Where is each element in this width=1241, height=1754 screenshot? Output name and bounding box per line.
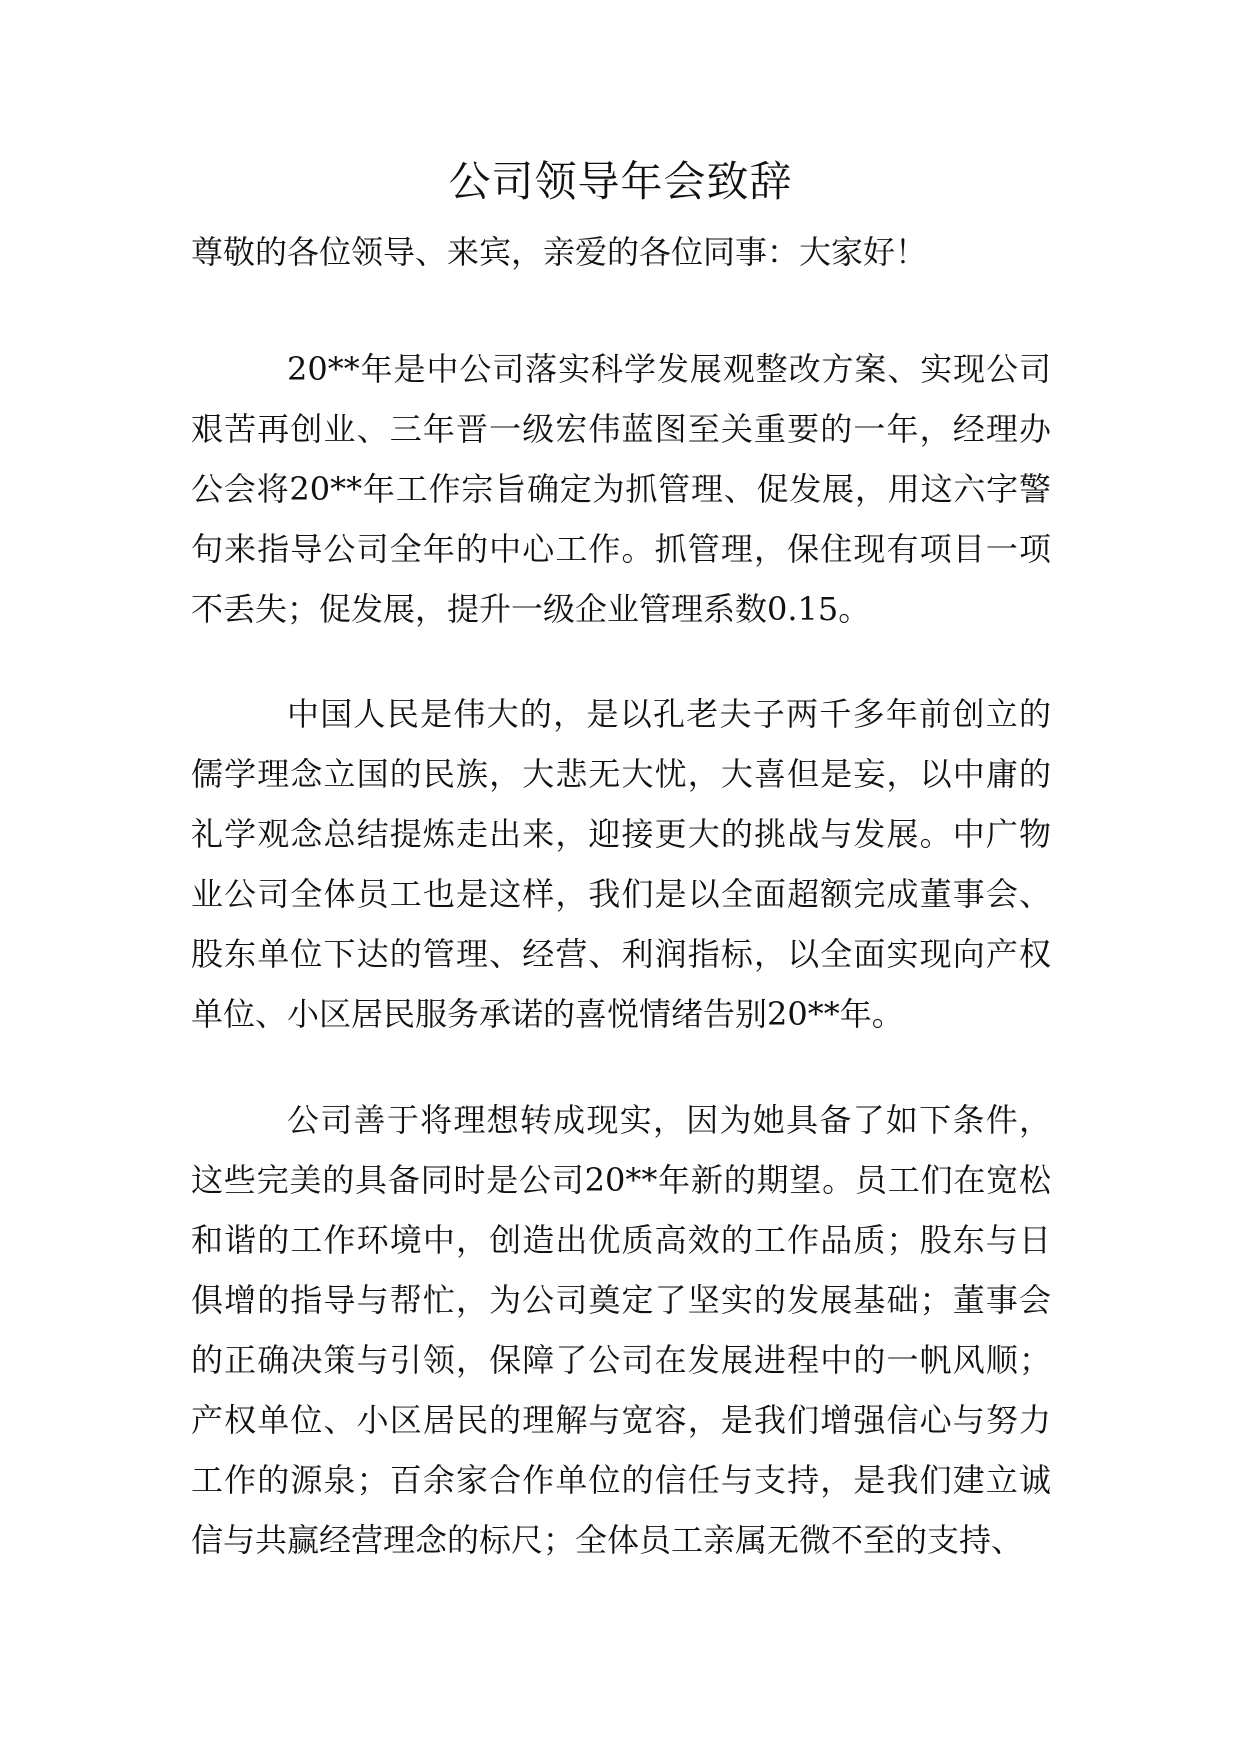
paragraph-1: 20**年是中公司落实科学发展观整改方案、实现公司艰苦再创业、三年晋一级宏伟蓝图至关重要的一年，经理办公会将20**年工作宗旨确定为抓管理、促发展，用这六字警句来指导公司全年的中心工作。抓管理，保住现有项目一项不丢失；促发展，提升一级企业管理系数0.15。 <box>191 350 1051 628</box>
document-title: 公司领导年会致辞 <box>448 157 793 206</box>
salutation: 尊敬的各位领导、来宾，亲爱的各位同事：大家好！ <box>191 233 928 271</box>
paragraph-3: 公司善于将理想转成现实，因为她具备了如下条件，这些完美的具备同时是公司20**年新的期望。员工们在宽松和谐的工作环境中，创造出优质高效的工作品质；股东与日俱增的指导与帮忙，为公司奠定了坚实的发展基础；董事会的正确决策与引领，保障了公司在发展进程中的一帆风顺；产权单位、小区居民的理解与宽容，是我们增强信心与努力工作的源泉；百余家合作单位的信任与支持，是我们建立诚信与共赢经营理念的标尺；全体员工亲属无微不至的支持、 <box>191 1101 1051 1559</box>
paragraph-2: 中国人民是伟大的，是以孔老夫子两千多年前创立的儒学理念立国的民族，大悲无大忧，大喜但是妄，以中庸的礼学观念总结提炼走出来，迎接更大的挑战与发展。中广物业公司全体员工也是这样，我们是以全面超额完成董事会、股东单位下达的管理、经营、利润指标，以全面实现向产权单位、小区居民服务承诺的喜悦情绪告别20**年。 <box>191 695 1051 1033</box>
